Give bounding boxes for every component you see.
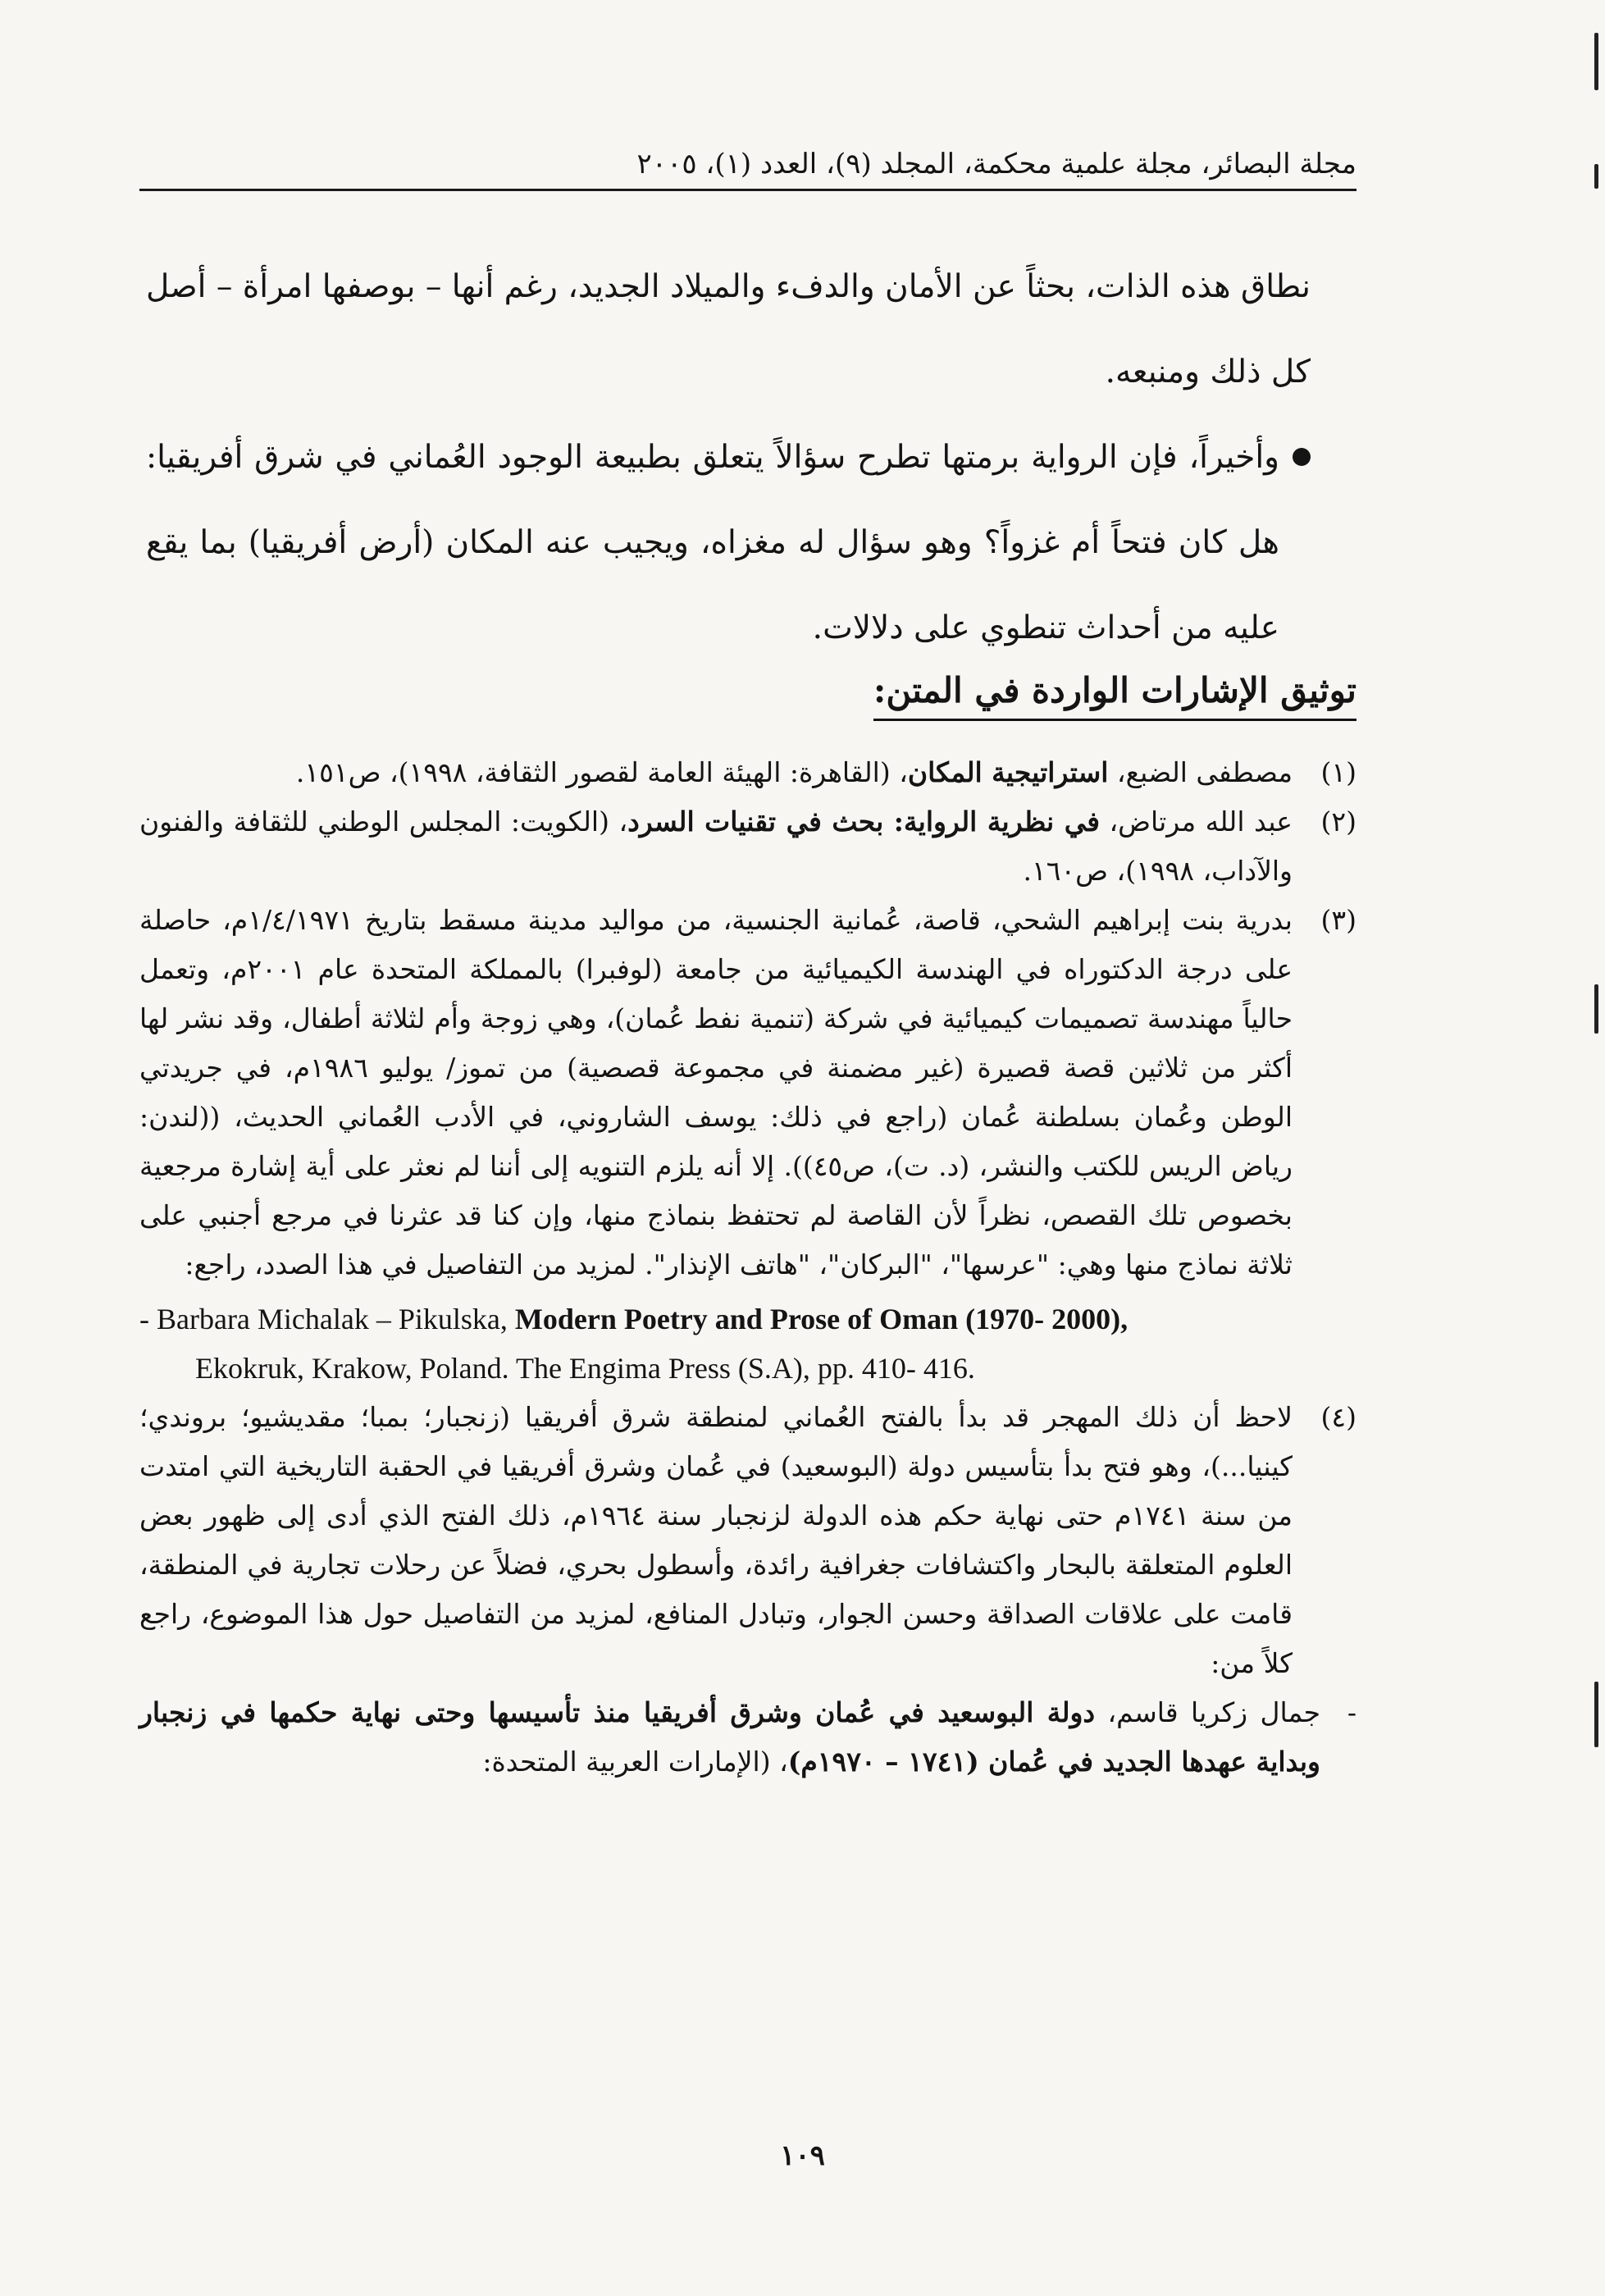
endnote-title: استراتيجية المكان — [907, 756, 1109, 788]
endnote-number: (٢) — [1320, 806, 1356, 838]
scan-edge-mark — [1594, 164, 1598, 189]
section-heading: توثيق الإشارات الواردة في المتن: — [873, 666, 1356, 721]
page-number: ١٠٩ — [780, 2139, 825, 2172]
endnote-2 — [139, 797, 1356, 896]
endnote-number: (٣) — [1320, 904, 1356, 936]
reference-details: ، (الإمارات العربية المتحدة: — [482, 1746, 788, 1778]
endnote-1 — [139, 748, 1356, 797]
reference-title: دولة البوسعيد في عُمان وشرق أفريقيا منذ تأسيسها وحتى نهاية حكمها في زنجبار وبداية عهدها الجديد في عُمان (١٧٤١ – ١٩٧٠م) — [139, 1696, 1320, 1778]
reference-author: - Barbara Michalak – Pikulska, — [139, 1303, 515, 1335]
endnotes — [139, 748, 1356, 1787]
endnote-text: لاحظ أن ذلك المهجر قد بدأ بالفتح العُماني لمنطقة شرق أفريقيا (زنجبار؛ بمبا؛ مقديشيو؛ بروندي؛ كينيا...)، وهو فتح بدأ بتأسيس دولة (البوسعيد) في عُمان وشرق أفريقيا في الحقبة التاريخية التي امتدت من سنة ١٧٤١م حتى نهاية حكم هذه الدولة لزنجبار سنة ١٩٦٤م، ذلك الفتح الذي أدى إلى ظهور بعض العلوم المتعلقة بالبحار واكتشافات جغرافية رائدة، وأسطول بحري، فضلاً عن رحلات تجارية في المنطقة، قامت على علاقات الصداقة وحسن الجوار، وتبادل المنافع، لمزيد من التفاصيل حول هذا الموضوع، راجع كلاً من: — [139, 1401, 1293, 1679]
running-header — [139, 146, 1356, 191]
endnote-3 — [139, 896, 1356, 1290]
reference-title: Modern Poetry and Prose of Oman (1970- 2000), — [514, 1303, 1129, 1335]
reference-dash: - — [1347, 1696, 1356, 1728]
paragraph-1: نطاق هذه الذات، بحثاً عن الأمان والدفء والميلاد الجديد، رغم أنها – بوصفها امرأة – أصل كل ذلك ومنبعه. — [146, 268, 1311, 390]
scan-edge-mark — [1594, 1682, 1598, 1747]
endnote-4-reference — [139, 1688, 1356, 1787]
endnote-text: بدرية بنت إبراهيم الشحي، قاصة، عُمانية الجنسية، من مواليد مدينة مسقط بتاريخ ١/٤/١٩٧١م، حاصلة على درجة الدكتوراه في الهندسة الكيميائية من جامعة (لوفبرا) بالمملكة المتحدة عام ٢٠٠١م، وتعمل حالياً مهندسة تصميمات كيميائية في شركة (تنمية نفط عُمان)، وهي زوجة وأم لثلاثة أطفال، وقد نشر لها أكثر من ثلاثين قصة قصيرة (غير مضمنة في مجموعة قصصية) من تموز/ يوليو ١٩٨٦م، في جريدتي الوطن وعُمان بسلطنة عُمان (راجع في ذلك: يوسف الشاروني، في الأدب العُماني الحديث، ((لندن: رياض الريس للكتب والنشر، (د. ت)، ص٤٥)). إلا أنه يلزم التنويه إلى أننا لم نعثر على أية إشارة مرجعية بخصوص تلك القصص، نظراً لأن القاصة لم تحتفظ بنماذج منها، وإن كنا قد عثرنا في مرجع أجنبي على ثلاثة نماذج منها وهي: "عرسها"، "البركان"، "هاتف الإنذار". لمزيد من التفاصيل في هذا الصدد، راجع: — [139, 904, 1293, 1280]
scan-edge-mark — [1594, 33, 1598, 90]
endnote-4 — [139, 1393, 1356, 1688]
endnote-details: ، (الكويت: المجلس الوطني للثقافة والفنون والآداب، ١٩٩٨)، ص١٦٠. — [139, 806, 1293, 887]
bullet-icon — [1293, 448, 1311, 466]
endnote-author: مصطفى الضبع، — [1108, 756, 1293, 788]
endnote-number: (١) — [1320, 756, 1356, 788]
endnote-3-reference — [139, 1294, 1356, 1393]
reference-publisher: Ekokruk, Krakow, Poland. The Engima Press (S.A), pp. 410- 416. — [195, 1352, 975, 1385]
endnote-number: (٤) — [1320, 1401, 1356, 1433]
endnote-details: ، (القاهرة: الهيئة العامة لقصور الثقافة، ١٩٩٨)، ص١٥١. — [295, 756, 908, 788]
paragraph-2-text: وأخيراً، فإن الرواية برمتها تطرح سؤالاً يتعلق بطبيعة الوجود العُماني في شرق أفريقيا: هل كان فتحاً أم غزواً؟ وهو سؤال له مغزاه، ويجيب عنه المكان (أرض أفريقيا) بما يقع عليه من أحداث تنطوي على دلالات. — [146, 439, 1279, 646]
scan-edge-mark — [1594, 984, 1598, 1034]
endnote-author: عبد الله مرتاض، — [1099, 806, 1293, 838]
journal-title: مجلة البصائر، مجلة علمية محكمة، المجلد (٩)، العدد (١)، ٢٠٠٥ — [636, 148, 1356, 180]
paragraph-2 — [146, 415, 1311, 671]
reference-author: جمال زكريا قاسم، — [1095, 1696, 1320, 1728]
endnote-title: في نظرية الرواية: بحث في تقنيات السرد — [627, 806, 1100, 838]
body-text — [146, 244, 1311, 671]
